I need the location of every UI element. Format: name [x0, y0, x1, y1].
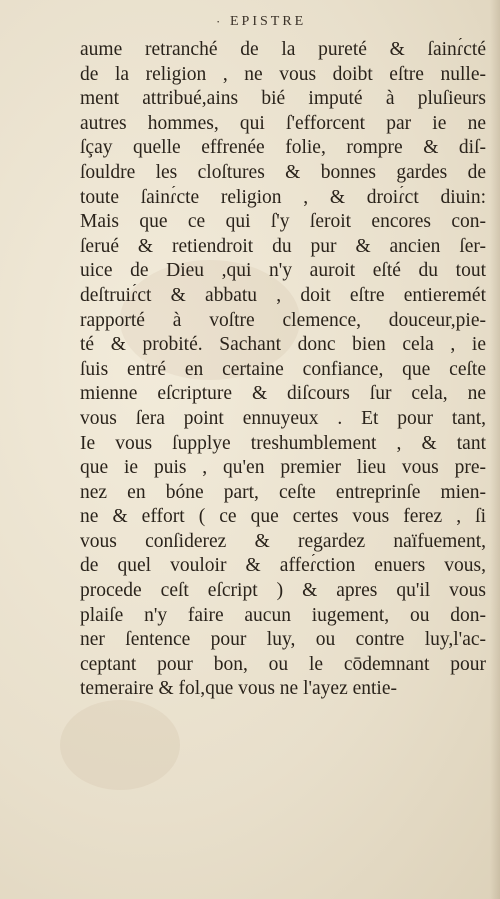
text-line: ceptant pour bon, ou le cōdemnant pour	[80, 653, 486, 675]
page-edge-shadow	[490, 0, 500, 899]
text-line: de quel vouloir & affeɾ́ction enuers vous,	[80, 555, 486, 577]
text-line: Ie vous ſupplye treshumblement , & tant	[80, 432, 486, 454]
text-line: vous conſiderez & regardez naïfuement,	[80, 530, 486, 552]
text-line: ſerué & retiendroit du pur & ancien ſer-	[80, 235, 486, 257]
text-line: rapporté à voſtre clemence, douceur,pie-	[80, 309, 486, 331]
text-line: Mais que ce qui ſ'y ſeroit encores con-	[80, 211, 486, 233]
text-line: uice de Dieu ,qui n'y auroit eſté du tout	[80, 260, 486, 282]
body-text	[80, 38, 486, 702]
paper-stain	[60, 700, 180, 790]
text-line: té & probité. Sachant donc bien cela , ie	[80, 334, 486, 356]
text-line: mienne eſcripture & diſcours ſur cela, ne	[80, 383, 486, 405]
running-head-mark: ·	[216, 14, 221, 29]
text-line: ſuis entré en certaine confiance, que ceſte	[80, 358, 486, 380]
text-line: autres hommes, qui ſ'efforcent par ie ne	[80, 112, 486, 134]
text-line: toute ſainɾ́cte religion , & droiɾ́ct diuin:	[80, 186, 486, 208]
text-line: aume retranché de la pureté & ſainɾ́cté	[80, 39, 486, 60]
text-line: ment attribué,ains bié imputé à pluſieurs	[80, 88, 486, 110]
text-line: deſtruiɾ́ct & abbatu , doit eſtre entieremét	[80, 284, 486, 306]
text-line: plaiſe n'y faire aucun iugement, ou don-	[80, 604, 486, 626]
text-line: que ie puis , qu'en premier lieu vous pre-	[80, 457, 486, 479]
text-line: ſouldre les cloſtures & bonnes gardes de	[80, 161, 486, 183]
running-head: EPISTRE	[230, 14, 307, 29]
text-line: ne & effort ( ce que certes vous ferez , ſi	[80, 506, 486, 528]
text-line: ſçay quelle effrenée folie, rompre & diſ-	[80, 137, 486, 159]
text-line: procede ceſt eſcript ) & apres qu'il vous	[80, 580, 486, 602]
text-line: vous ſera point ennuyeux . Et pour tant,	[80, 407, 486, 429]
text-line: de la religion , ne vous doibt eſtre nulle-	[80, 63, 486, 85]
text-line: temeraire & fol,que vous ne l'ayez entie-	[80, 678, 397, 700]
text-line: nez en bóne part, ceſte entreprinſe mien-	[80, 481, 486, 503]
text-line: ner ſentence pour luy, ou contre luy,l'ac-	[80, 629, 486, 651]
